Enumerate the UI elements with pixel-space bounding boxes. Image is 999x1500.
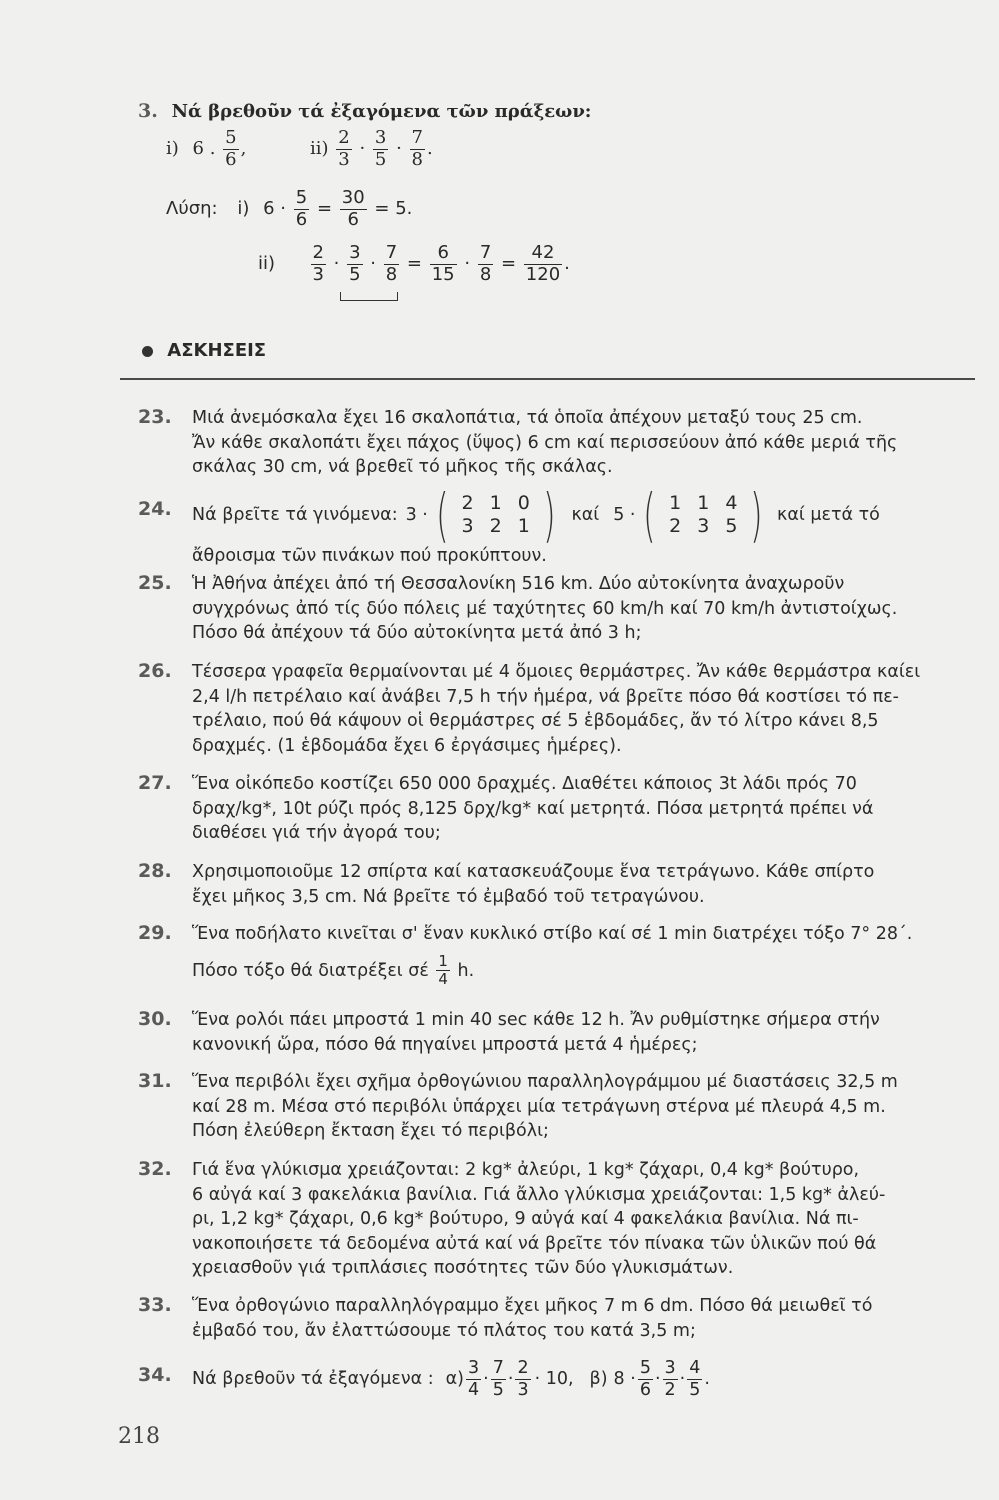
sol-ii-frac-2: $\frac{3}{5}$: [349, 242, 361, 285]
problem-line: Πόσο θά ἀπέχουν τά δύο αὐτοκίνητα μετά ἀπό 3 h;: [192, 623, 642, 643]
part-i-fraction: $\frac{5}{6}$: [225, 127, 237, 170]
problem-line: νακοποιήσετε τά δεδομένα αὐτά καί νά βρεῖτε τόν πίνακα τῶν ὑλικῶν πού θά: [192, 1233, 877, 1254]
problem-30: [138, 1008, 958, 1057]
problem-number: 26.: [138, 660, 172, 682]
problem-line: Τέσσερα γραφεῖα θερμαίνονται μέ 4 ὅμοιες θερμάστρες. Ἄν κάθε θερμάστρα καίει: [192, 662, 921, 682]
section-header: [142, 340, 266, 361]
b-frac-2: $\frac{3}{2}$: [664, 1358, 676, 1400]
quarter-fraction: $\frac{1}{4}$: [438, 951, 448, 988]
sol-i-frac-1: $\frac{5}{6}$: [295, 187, 308, 230]
problem-25: [138, 572, 958, 646]
problem-line: Χρησιμοποιοῦμε 12 σπίρτα καί κατασκευάζουμε ἕνα τετράγωνο. Κάθε σπίρτο: [192, 862, 875, 882]
sol-ii-frac-6: $\frac{42}{120}$: [525, 242, 561, 285]
problem-line: χρειασθοῦν γιά τριπλάσιες ποσότητες τῶν δύο γλυκισμάτων.: [192, 1258, 734, 1278]
problem-number: 24.: [138, 498, 172, 520]
problem-line: κανονική ὥρα, πόσο θά πηγαίνει μπροστά μετά 4 ἡμέρες;: [192, 1034, 698, 1055]
problem-line: Ἕνα ὀρθογώνιο παραλληλόγραμμο ἔχει μῆκος 7 m 6 dm. Πόσο θά μειωθεῖ τό: [192, 1296, 873, 1316]
sol-i-label: i): [237, 198, 250, 220]
problem-line: σκάλας 30 cm, νά βρεθεῖ τό μῆκος τῆς σκάλας.: [192, 457, 613, 477]
problem-number: 32.: [138, 1158, 172, 1180]
problem-line: Ἕνα ρολόι πάει μπροστά 1 min 40 sec κάθε 12 h. Ἄν ρυθμίστηκε σήμερα στήν: [192, 1010, 880, 1030]
sol-i-whole: 6 ·: [263, 198, 287, 220]
part-ii-label: ii): [310, 138, 329, 160]
problem-line: ρι, 1,2 kg* ζάχαρι, 0,6 kg* βούτυρο, 9 αὐγά καί 4 φακελάκια βανίλια. Νά πι-: [192, 1209, 859, 1229]
part-ii-frac-3: $\frac{7}{8}$: [411, 127, 423, 170]
problem-number: 25.: [138, 572, 172, 594]
part-a-label: α): [445, 1368, 464, 1389]
b-whole: 8 ·: [613, 1368, 636, 1389]
example-number: 3.: [138, 100, 158, 122]
conjunction: καί: [571, 504, 600, 525]
problem-31: [138, 1070, 958, 1144]
problem-line: δραχμές. (1 ἑβδομάδα ἔχει 6 ἐργάσιμες ἡμέρες).: [192, 735, 622, 756]
sol-ii-frac-1: $\frac{2}{3}$: [312, 242, 324, 285]
matrix-2: ( 1 1 4 2 3 5 ): [643, 481, 763, 549]
problem-number: 28.: [138, 860, 172, 882]
problem-line: Ἕνα ποδήλατο κινεῖται σ' ἕναν κυκλικό στίβο καί σέ 1 min διατρέχει τόξο 7° 28΄.: [192, 924, 913, 944]
problem-line: Ἡ Ἀθήνα ἀπέχει ἀπό τή Θεσσαλονίκη 516 km. Δύο αὐτοκίνητα ἀναχωροῦν: [192, 574, 845, 594]
sol-ii-frac-5: $\frac{7}{8}$: [479, 242, 492, 285]
problem-24: [138, 481, 958, 569]
bracket-underline: [340, 292, 398, 301]
sol-ii-label: ii): [258, 253, 276, 275]
a-frac-2: $\frac{7}{5}$: [492, 1358, 504, 1400]
part-ii-frac-2: $\frac{3}{5}$: [374, 127, 387, 170]
scalar-2: 5 ·: [613, 504, 636, 525]
problem-line: καί 28 m. Μέσα στό περιβόλι ὑπάρχει μία τετράγωνη στέρνα μέ πλευρά 4,5 m.: [192, 1096, 886, 1117]
sol-ii-frac-4: $\frac{6}{15}$: [431, 242, 455, 285]
sol-i-result: = 5.: [374, 198, 413, 220]
problem-line: Ἄν κάθε σκαλοπάτι ἔχει πάχος (ὕψος) 6 cm καί περισσεύουν ἀπό κάθε μεριά τῆς: [192, 432, 898, 453]
problem-line: Πόση ἐλεύθερη ἔκταση ἔχει τό περιβόλι;: [192, 1121, 549, 1141]
part-b-label: β): [589, 1368, 608, 1389]
problem-line: διαθέσει γιά τήν ἀγορά του;: [192, 823, 441, 843]
solution-i: Λύση: i) 6 · $\frac{5}{6}$ = $\frac{30}{6}$ = 5.: [166, 187, 413, 230]
example-part-ii: ii) $\frac{2}{3}$ · $\frac{3}{5}$ · $\frac{7}{8}$ .: [310, 127, 433, 170]
solution-label: Λύση:: [166, 198, 218, 220]
problem-line: Ἕνα οἰκόπεδο κοστίζει 650 000 δραχμές. Διαθέτει κάποιος 3t λάδι πρός 70: [192, 774, 857, 794]
problem-line: δραχ/kg*, 10t ρύζι πρός 8,125 δρχ/kg* καί μετρητά. Πόσα μετρητά πρέπει νά: [192, 798, 874, 819]
b-frac-3: $\frac{4}{5}$: [689, 1358, 701, 1400]
scalar-1: 3 ·: [405, 504, 428, 525]
problem-number: 33.: [138, 1294, 172, 1316]
part-i-whole: 6: [192, 138, 204, 160]
problem-32: [138, 1158, 958, 1281]
problem-line: τρέλαιο, πού θά κάψουν οἱ θερμάστρες σέ 5 ἑβδομάδες, ἄν τό λίτρο κάνει 8,5: [192, 711, 879, 731]
problem-number: 30.: [138, 1008, 172, 1030]
b-frac-1: $\frac{5}{6}$: [639, 1358, 651, 1400]
page-number: 218: [118, 1424, 160, 1449]
problem-line: Μιά ἀνεμόσκαλα ἔχει 16 σκαλοπάτια, τά ὁποῖα ἀπέχουν μεταξύ τους 25 cm.: [192, 408, 863, 428]
problem-26: [138, 660, 958, 758]
section-title: ΑΣΚΗΣΕΙΣ: [167, 340, 267, 361]
problem-number: 34.: [138, 1364, 172, 1386]
a-frac-1: $\frac{3}{4}$: [468, 1358, 480, 1400]
a-frac-3: $\frac{2}{3}$: [517, 1358, 529, 1400]
part-ii-frac-1: $\frac{2}{3}$: [338, 127, 350, 170]
problem-number: 23.: [138, 406, 172, 428]
problem-text: καί μετά τό: [777, 504, 880, 525]
problem-number: 31.: [138, 1070, 172, 1092]
a-tail: · 10,: [534, 1368, 574, 1389]
problem-34: 34. Νά βρεθοῦν τά ἐξαγόμενα : α) $\frac{3}{4}$ · $\frac{7}{5}$ · $\frac{2}{3}$ · 10, β) 8 · $\frac{5}{6}$ · $\frac{3}{2}$ · $\frac{4}{5}$ .: [138, 1358, 710, 1400]
problem-text: h.: [457, 960, 475, 981]
problem-text: Νά βρεῖτε τά γινόμενα:: [192, 504, 398, 525]
problem-text: Πόσο τόξο θά διατρέξει σέ: [192, 960, 429, 981]
problem-line: 2,4 l/h πετρέλαιο καί ἀνάβει 7,5 h τήν ἡμέρα, νά βρεῖτε πόσο θά κοστίσει τό πε-: [192, 686, 899, 707]
part-i-dot: .: [209, 138, 216, 160]
sol-ii-frac-3: $\frac{7}{8}$: [385, 242, 398, 285]
matrix-1: ( 2 1 0 3 2 1 ): [435, 481, 556, 549]
example-title: Νά βρεθοῦν τά ἐξαγόμενα τῶν πράξεων:: [171, 101, 592, 122]
example-header: [138, 100, 591, 122]
part-i-tail: ,: [240, 138, 247, 160]
problem-number: 27.: [138, 772, 172, 794]
problem-line: ἄθροισμα τῶν πινάκων πού προκύπτουν.: [192, 546, 547, 566]
problem-line: ἔχει μῆκος 3,5 cm. Νά βρεῖτε τό ἐμβαδό τοῦ τετραγώνου.: [192, 886, 705, 907]
section-divider: [120, 378, 975, 380]
problem-line: Γιά ἕνα γλύκισμα χρειάζονται: 2 kg* ἀλεύρι, 1 kg* ζάχαρι, 0,4 kg* βούτυρο,: [192, 1160, 860, 1180]
sol-i-frac-2: $\frac{30}{6}$: [341, 187, 365, 230]
problem-line: ἐμβαδό του, ἄν ἐλαττώσουμε τό πλάτος του κατά 3,5 m;: [192, 1320, 696, 1341]
solution-ii: ii) $\frac{2}{3}$ · $\frac{3}{5}$ · $\frac{7}{8}$ = $\frac{6}{15}$ · $\frac{7}{8}$ = $\frac{42}{120}$ .: [258, 242, 570, 285]
example-part-i: [166, 128, 246, 170]
bullet-icon: [142, 346, 153, 357]
problem-line: 6 αὐγά καί 3 φακελάκια βανίλια. Γιά ἄλλο γλύκισμα χρειάζονται: 1,5 kg* ἀλεύ-: [192, 1184, 886, 1205]
problem-text: Νά βρεθοῦν τά ἐξαγόμενα :: [192, 1368, 434, 1389]
problem-23: [138, 406, 958, 480]
problem-29: [138, 922, 958, 988]
problem-27: [138, 772, 958, 846]
problem-number: 29.: [138, 922, 172, 944]
problem-28: [138, 860, 958, 909]
part-i-label: i): [166, 138, 179, 160]
problem-line: Ἕνα περιβόλι ἔχει σχῆμα ὀρθογώνιου παραλληλογράμμου μέ διαστάσεις 32,5 m: [192, 1072, 898, 1092]
problem-33: [138, 1294, 958, 1343]
problem-line: συγχρόνως ἀπό τίς δύο πόλεις μέ ταχύτητες 60 km/h καί 70 km/h ἀντιστοίχως.: [192, 598, 898, 619]
